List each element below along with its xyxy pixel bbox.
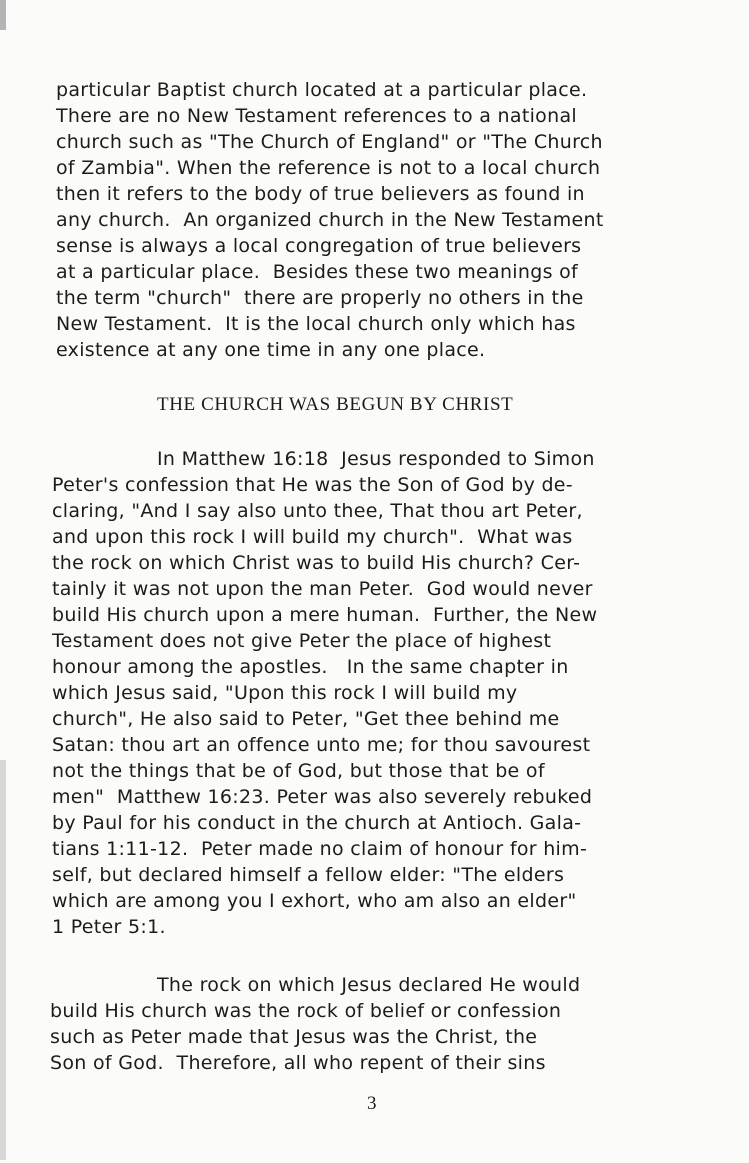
text-line: then it refers to the body of true believers as found in (56, 183, 585, 205)
text-line: of Zambia". When the reference is not to a local church (56, 157, 601, 179)
text-line: claring, "And I say also unto thee, That thou art Peter, (52, 500, 583, 522)
text-line: tians 1:11-12. Peter made no claim of honour for him- (52, 838, 588, 860)
text-line: the term "church" there are properly no others in the (56, 287, 584, 309)
text-line: Peter's confession that He was the Son of God by de- (52, 474, 573, 496)
text-line: which are among you I exhort, who am also an elder" (52, 890, 577, 912)
section-heading: THE CHURCH WAS BEGUN BY CHRIST (157, 394, 514, 415)
text-line: particular Baptist church located at a particular place. (56, 79, 588, 101)
text-line: church", He also said to Peter, "Get thee behind me (52, 708, 560, 730)
text-line: at a particular place. Besides these two meanings of (56, 261, 579, 283)
binding-edge-mark (0, 0, 6, 30)
text-line: 1 Peter 5:1. (52, 916, 166, 938)
text-line: build His church upon a mere human. Further, the New (52, 604, 598, 626)
text-line: sense is always a local congregation of true believers (56, 235, 582, 257)
text-line: New Testament. It is the local church only which has (56, 313, 576, 335)
text-line: men" Matthew 16:23. Peter was also severely rebuked (52, 786, 593, 808)
text-line: build His church was the rock of belief or confession (50, 1000, 562, 1022)
binding-edge-shadow (0, 760, 6, 1160)
text-line: tainly it was not upon the man Peter. God would never (52, 578, 593, 600)
text-line: any church. An organized church in the New Testament (56, 209, 604, 231)
text-line: The rock on which Jesus declared He would (157, 974, 581, 996)
text-line: honour among the apostles. In the same chapter in (52, 656, 569, 678)
text-line: which Jesus said, "Upon this rock I will build my (52, 682, 518, 704)
page-number: 3 (367, 1093, 377, 1114)
text-line: and upon this rock I will build my church". What was (52, 526, 573, 548)
text-line: such as Peter made that Jesus was the Christ, the (50, 1026, 538, 1048)
text-line: Satan: thou art an offence unto me; for thou savourest (52, 734, 591, 756)
text-line: Son of God. Therefore, all who repent of their sins (50, 1052, 546, 1074)
text-line: There are no New Testament references to a national (56, 105, 577, 127)
text-line: Testament does not give Peter the place of highest (52, 630, 552, 652)
text-line: church such as "The Church of England" or "The Church (56, 131, 603, 153)
text-line: existence at any one time in any one place. (56, 339, 486, 361)
text-line: by Paul for his conduct in the church at Antioch. Gala- (52, 812, 582, 834)
text-line: self, but declared himself a fellow elder: "The elders (52, 864, 565, 886)
text-line: not the things that be of God, but those that be of (52, 760, 545, 782)
text-line: In Matthew 16:18 Jesus responded to Simon (157, 448, 595, 470)
text-line: the rock on which Christ was to build His church? Cer- (52, 552, 581, 574)
